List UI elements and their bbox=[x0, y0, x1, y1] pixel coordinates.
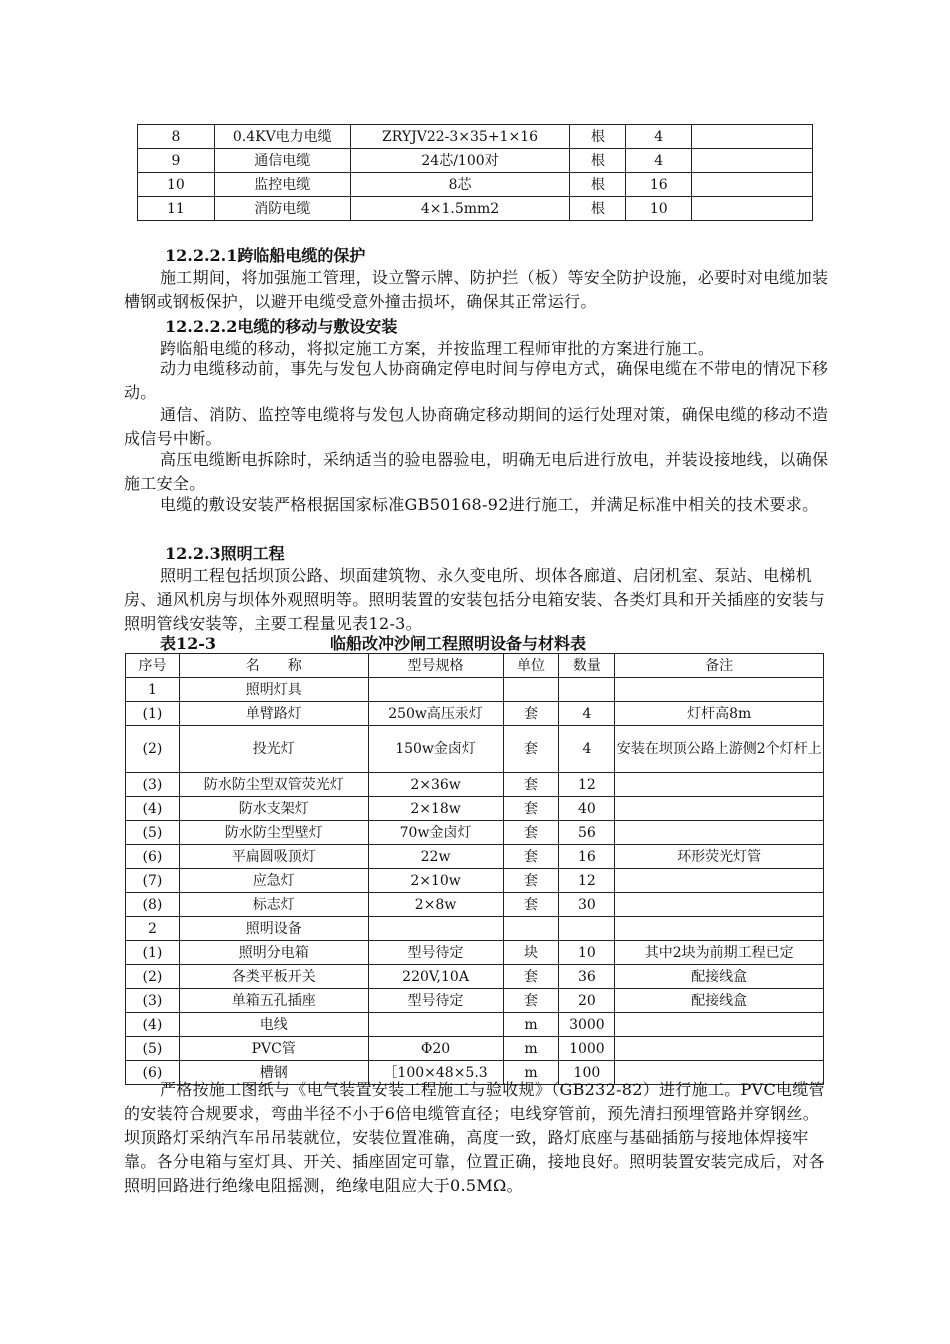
table-title: 临船改冲沙闸工程照明设备与材料表 bbox=[330, 634, 587, 653]
table-cell: 70w金卤灯 bbox=[368, 821, 503, 845]
table-cell bbox=[615, 678, 824, 702]
table-cell: 根 bbox=[570, 125, 626, 149]
table-row bbox=[138, 173, 813, 197]
table-cell: 套 bbox=[503, 893, 559, 917]
table-cell: ［100×48×5.3 bbox=[368, 1061, 503, 1085]
table-cell: 100 bbox=[559, 1061, 615, 1085]
table-cell bbox=[615, 797, 824, 821]
table-cell: Φ20 bbox=[368, 1037, 503, 1061]
table-cell: ZRYJV22-3×35+1×16 bbox=[350, 125, 570, 149]
table-cell: 2×36w bbox=[368, 773, 503, 797]
table-cell: m bbox=[503, 1037, 559, 1061]
table-cell bbox=[615, 1037, 824, 1061]
table-cell: 消防电缆 bbox=[214, 197, 350, 221]
table-cell: 通信电缆 bbox=[214, 149, 350, 173]
table-cell: 2 bbox=[126, 917, 180, 941]
table-row bbox=[126, 845, 824, 869]
table-cell: 套 bbox=[503, 869, 559, 893]
table-cell: 56 bbox=[559, 821, 615, 845]
table-cell: (1) bbox=[126, 941, 180, 965]
table-cell: 套 bbox=[503, 965, 559, 989]
table-cell: 4 bbox=[559, 726, 615, 773]
table-cell: 250w高压汞灯 bbox=[368, 702, 503, 726]
table-row bbox=[126, 965, 824, 989]
table-cell: 0.4KV电力电缆 bbox=[214, 125, 350, 149]
table-cell: 根 bbox=[570, 149, 626, 173]
table-cell: (6) bbox=[126, 1061, 180, 1085]
table-cell bbox=[615, 869, 824, 893]
table-cell: 30 bbox=[559, 893, 615, 917]
table-cell: 型号待定 bbox=[368, 989, 503, 1013]
table-cell: 36 bbox=[559, 965, 615, 989]
table-row bbox=[126, 797, 824, 821]
table-cell: 8 bbox=[138, 125, 215, 149]
table-cell: 11 bbox=[138, 197, 215, 221]
table-cell: m bbox=[503, 1061, 559, 1085]
table-row bbox=[126, 869, 824, 893]
table-cell: 16 bbox=[559, 845, 615, 869]
table-number: 表12-3 bbox=[160, 634, 217, 653]
cable-table-body bbox=[138, 125, 813, 221]
header-cell: 序号 bbox=[126, 654, 180, 678]
header-cell: 单位 bbox=[503, 654, 559, 678]
table-row bbox=[126, 1013, 824, 1037]
table-cell: 监控电缆 bbox=[214, 173, 350, 197]
paragraph: 跨临船电缆的移动，将拟定施工方案，并按监理工程师审批的方案进行施工。 bbox=[160, 339, 715, 358]
table-cell: 安装在坝顶公路上游侧2个灯杆上 bbox=[615, 726, 824, 773]
table-cell: 套 bbox=[503, 726, 559, 773]
paragraph: 通信、消防、监控等电缆将与发包人协商确定移动期间的运行处理对策，确保电缆的移动不造成信号中断。 bbox=[124, 405, 829, 448]
table-cell bbox=[368, 917, 503, 941]
paragraph: 高压电缆断电拆除时，采纳适当的验电器验电，明确无电后进行放电，并装设接地线，以确保施工安全。 bbox=[124, 450, 829, 493]
table-cell: PVC管 bbox=[179, 1037, 368, 1061]
table-cell: 应急灯 bbox=[179, 869, 368, 893]
table-cell: 220V,10A bbox=[368, 965, 503, 989]
paragraph: 电缆的敷设安装严格根据国家标准GB50168-92进行施工，并满足标准中相关的技术要求。 bbox=[160, 495, 819, 514]
table-cell: 照明灯具 bbox=[179, 678, 368, 702]
lighting-table bbox=[125, 653, 824, 1085]
paragraph: 施工期间，将加强施工管理，设立警示牌、防护拦（板）等安全防护设施，必要时对电缆加装槽钢或钢板保护，以避开电缆受意外撞击损坏，确保其正常运行。 bbox=[124, 268, 829, 311]
table-cell: 防水防尘型双管荧光灯 bbox=[179, 773, 368, 797]
table-cell: 24芯/100对 bbox=[350, 149, 570, 173]
table-cell: 各类平板开关 bbox=[179, 965, 368, 989]
table-cell bbox=[692, 173, 813, 197]
paragraph: 照明工程包括坝顶公路、坝面建筑物、永久变电所、坝体各廊道、启闭机室、泵站、电梯机房、通风机房与坝体外观照明等。照明装置的安装包括分电箱安装、各类灯具和开关插座的安装与照明管线安装等，主要工程量见表12-3。 bbox=[124, 566, 825, 633]
table-cell bbox=[559, 917, 615, 941]
table-cell: 4 bbox=[626, 149, 692, 173]
table-cell: 10 bbox=[559, 941, 615, 965]
table-cell: 套 bbox=[503, 845, 559, 869]
lighting-table-body bbox=[126, 678, 824, 1085]
table-cell bbox=[559, 678, 615, 702]
table-cell: 照明分电箱 bbox=[179, 941, 368, 965]
table-cell: m bbox=[503, 1013, 559, 1037]
table-row bbox=[126, 941, 824, 965]
table-cell: 防水支架灯 bbox=[179, 797, 368, 821]
table-cell: 根 bbox=[570, 173, 626, 197]
table-cell: (4) bbox=[126, 1013, 180, 1037]
table-cell: 12 bbox=[559, 869, 615, 893]
table-cell bbox=[615, 773, 824, 797]
table-cell: (3) bbox=[126, 773, 180, 797]
table-cell bbox=[615, 893, 824, 917]
table-cell: 标志灯 bbox=[179, 893, 368, 917]
table-cell: (5) bbox=[126, 821, 180, 845]
table-cell: 套 bbox=[503, 821, 559, 845]
closing-paragraph: 严格按施工图纸与《电气装置安装工程施工与验收规》（GB232-82）进行施工。PVC电缆管的安装符合规要求，弯曲半径不小于6倍电缆管直径；电线穿管前，预先清扫预埋管路并穿钢丝。坝顶路灯采纳汽车吊吊装就位，安装位置准确，高度一致，路灯底座与基础插筋与接地体焊接牢靠。各分电箱与室灯具、开关、插座固定可靠，位置正确，接地良好。照明装置安装完成后，对各照明回路进行绝缘电阻摇测，绝缘电阻应大于0.5MΩ。 bbox=[124, 1080, 825, 1195]
table-cell bbox=[503, 917, 559, 941]
table-cell: 根 bbox=[570, 197, 626, 221]
table-cell: 40 bbox=[559, 797, 615, 821]
table-cell: 套 bbox=[503, 797, 559, 821]
table-cell: 块 bbox=[503, 941, 559, 965]
table-cell: (2) bbox=[126, 726, 180, 773]
table-row bbox=[126, 726, 824, 773]
table-cell bbox=[368, 678, 503, 702]
table-cell bbox=[692, 197, 813, 221]
table-cell: 配接线盒 bbox=[615, 989, 824, 1013]
table-cell: (3) bbox=[126, 989, 180, 1013]
table-cell: 20 bbox=[559, 989, 615, 1013]
table-row bbox=[126, 678, 824, 702]
table-cell: (1) bbox=[126, 702, 180, 726]
table-row bbox=[126, 821, 824, 845]
table-cell: (2) bbox=[126, 965, 180, 989]
table-cell: 4 bbox=[626, 125, 692, 149]
table-cell: 16 bbox=[626, 173, 692, 197]
table-cell bbox=[692, 125, 813, 149]
table-cell: (4) bbox=[126, 797, 180, 821]
table-cell: 槽钢 bbox=[179, 1061, 368, 1085]
paragraph: 动力电缆移动前，事先与发包人协商确定停电时间与停电方式，确保电缆在不带电的情况下移动。 bbox=[124, 359, 829, 402]
table-cell: 环形荧光灯管 bbox=[615, 845, 824, 869]
table-cell: 型号待定 bbox=[368, 941, 503, 965]
table-cell: 配接线盒 bbox=[615, 965, 824, 989]
cable-table bbox=[137, 124, 813, 221]
table-cell bbox=[503, 678, 559, 702]
table-cell: 其中2块为前期工程已定 bbox=[615, 941, 824, 965]
table-cell: 4×1.5mm2 bbox=[350, 197, 570, 221]
table-cell: 灯杆高8m bbox=[615, 702, 824, 726]
table-row bbox=[138, 149, 813, 173]
table-row bbox=[126, 702, 824, 726]
table-cell: 10 bbox=[626, 197, 692, 221]
header-cell: 型号规格 bbox=[368, 654, 503, 678]
header-cell: 数量 bbox=[559, 654, 615, 678]
header-cell: 备注 bbox=[615, 654, 824, 678]
table-cell: 10 bbox=[138, 173, 215, 197]
table-row bbox=[126, 773, 824, 797]
table-cell: 1 bbox=[126, 678, 180, 702]
table-cell: 3000 bbox=[559, 1013, 615, 1037]
table-cell: 8芯 bbox=[350, 173, 570, 197]
table-row bbox=[126, 917, 824, 941]
table-row bbox=[126, 989, 824, 1013]
table-cell: 9 bbox=[138, 149, 215, 173]
table-cell: (5) bbox=[126, 1037, 180, 1061]
section-heading-12222: 12.2.2.2电缆的移动与敷设安装 bbox=[165, 317, 398, 336]
section-heading-1223: 12.2.3照明工程 bbox=[165, 544, 285, 563]
section-heading-12221: 12.2.2.1跨临船电缆的保护 bbox=[165, 246, 366, 265]
table-cell: 12 bbox=[559, 773, 615, 797]
table-cell: 电线 bbox=[179, 1013, 368, 1037]
table-cell bbox=[692, 149, 813, 173]
table-cell: 平扁圆吸顶灯 bbox=[179, 845, 368, 869]
header-cell: 名 称 bbox=[179, 654, 368, 678]
table-cell: 150w金卤灯 bbox=[368, 726, 503, 773]
table-cell: 22w bbox=[368, 845, 503, 869]
table-header-row bbox=[126, 654, 824, 678]
table-cell: 套 bbox=[503, 773, 559, 797]
table-cell: 套 bbox=[503, 989, 559, 1013]
table-cell: 投光灯 bbox=[179, 726, 368, 773]
table-cell: (8) bbox=[126, 893, 180, 917]
table-row bbox=[126, 893, 824, 917]
table-row bbox=[138, 125, 813, 149]
table-cell: 2×18w bbox=[368, 797, 503, 821]
table-cell bbox=[615, 821, 824, 845]
table-cell: 照明设备 bbox=[179, 917, 368, 941]
table-cell: 2×8w bbox=[368, 893, 503, 917]
table-cell: 防水防尘型壁灯 bbox=[179, 821, 368, 845]
table-cell bbox=[615, 1013, 824, 1037]
table-cell: 2×10w bbox=[368, 869, 503, 893]
table-cell: 1000 bbox=[559, 1037, 615, 1061]
table-cell bbox=[368, 1013, 503, 1037]
table-cell: 单箱五孔插座 bbox=[179, 989, 368, 1013]
table-cell: (7) bbox=[126, 869, 180, 893]
table-cell: 单臂路灯 bbox=[179, 702, 368, 726]
table-row bbox=[138, 197, 813, 221]
table-cell bbox=[615, 917, 824, 941]
table-cell: 4 bbox=[559, 702, 615, 726]
table-cell: 套 bbox=[503, 702, 559, 726]
table-cell: (6) bbox=[126, 845, 180, 869]
table-row bbox=[126, 1037, 824, 1061]
